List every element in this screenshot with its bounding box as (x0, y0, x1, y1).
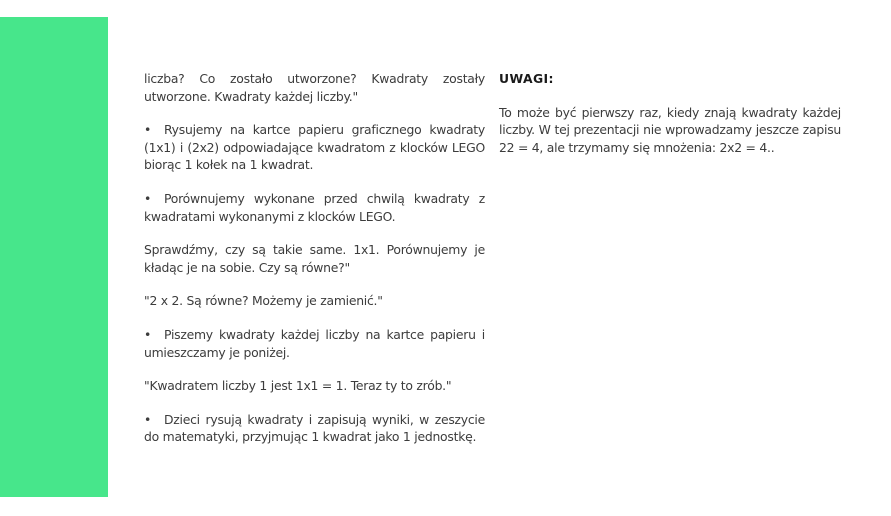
bullet-icon: • (144, 190, 152, 206)
bullet-paragraph: • Dzieci rysują kwadraty i zapisują wyniki, w zeszycie do matematyki, przyjmując 1 kwadrat jako 1 jednostkę. (144, 411, 485, 445)
bullet-icon: • (144, 411, 152, 427)
main-text-column (144, 70, 485, 462)
bullet-paragraph: • Rysujemy na kartce papieru graficznego kwadraty (1x1) i (2x2) odpowiadające kwadratom z klocków LEGO biorąc 1 kołek na 1 kwadrat. (144, 122, 485, 173)
bullet-icon: • (144, 122, 152, 138)
bullet-paragraph: • Porównujemy wykonane przed chwilą kwadraty z kwadratami wykonanymi z klocków LEGO. (144, 190, 485, 224)
bullet-paragraph: • Piszemy kwadraty każdej liczby na kartce papieru i umieszczamy je poniżej. (144, 326, 485, 360)
notes-heading: UWAGI: (499, 71, 554, 86)
paragraph: Sprawdźmy, czy są takie same. 1x1. Porównujemy je kładąc je na sobie. Czy są równe?" (144, 242, 485, 275)
notes-column (499, 70, 841, 156)
green-side-bar (0, 17, 108, 497)
paragraph: "2 x 2. Są równe? Możemy je zamienić." (144, 293, 383, 309)
paragraph: "Kwadratem liczby 1 jest 1x1 = 1. Teraz ty to zrób." (144, 378, 452, 394)
paragraph: liczba? Co zostało utworzone? Kwadraty zostały utworzone. Kwadraty każdej liczby." (144, 71, 485, 104)
bullet-icon: • (144, 326, 152, 342)
notes-text: To może być pierwszy raz, kiedy znają kwadraty każdej liczby. W tej prezentacji nie wprowadzamy jeszcze zapisu 22 = 4, ale trzymamy się mnożenia: 2x2 = 4.. (499, 104, 841, 155)
